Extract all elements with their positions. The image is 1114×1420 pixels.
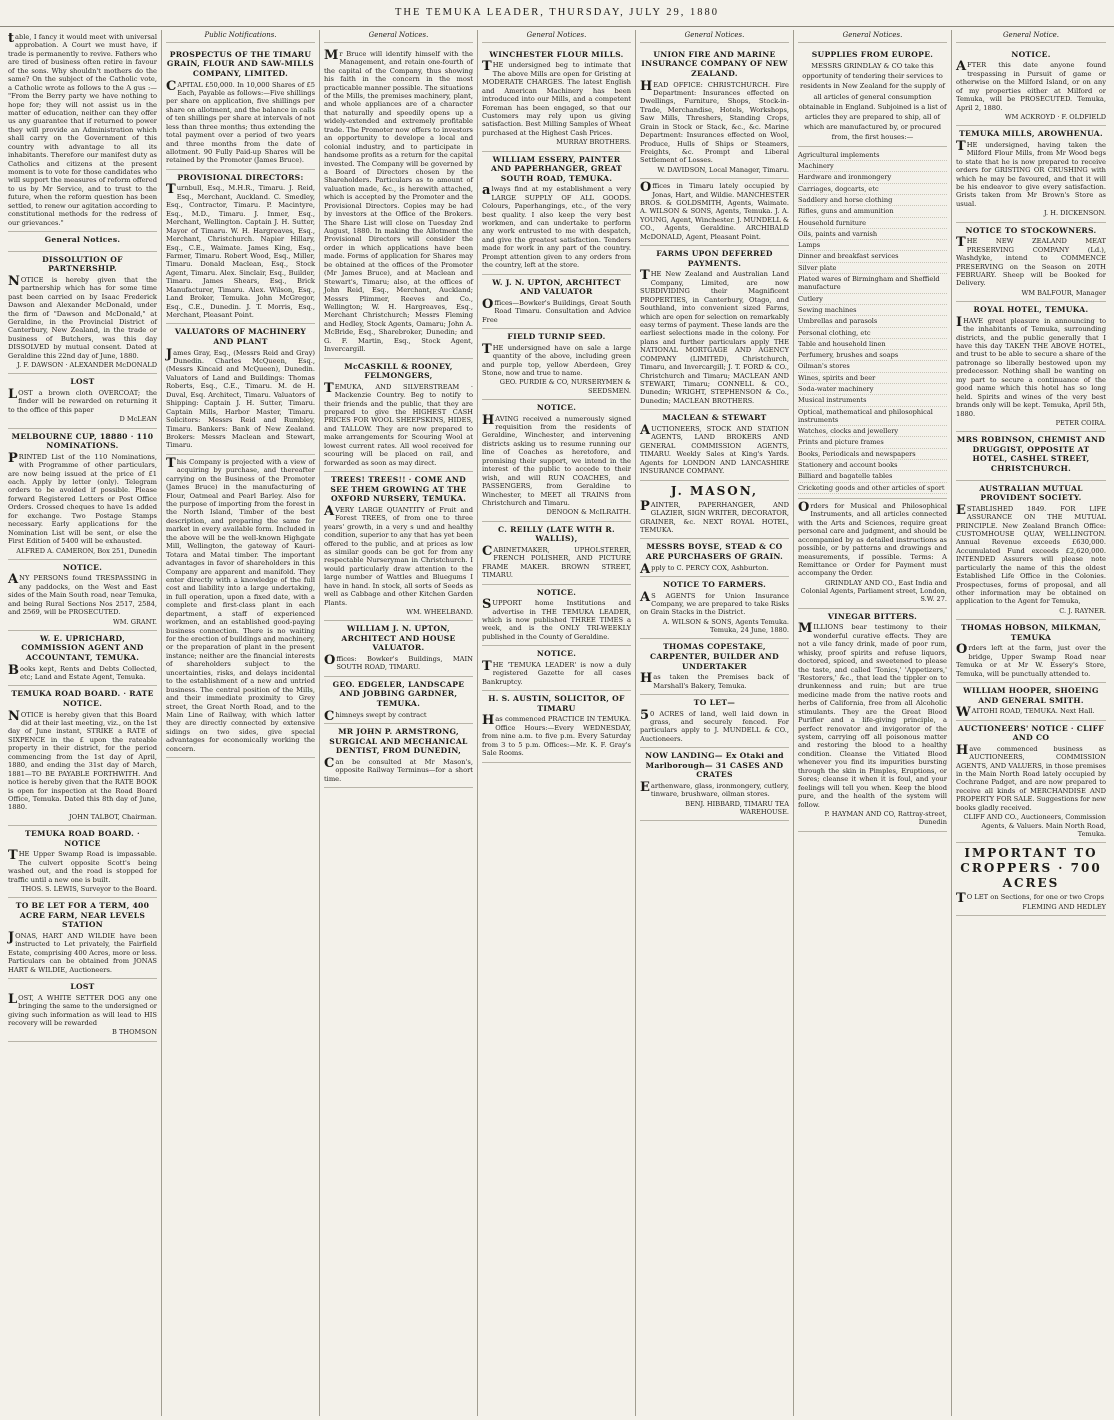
ad-signature: BENJ. HIBBARD, TIMARU TEA WAREHOUSE. (685, 799, 789, 817)
list-item: Billiard and bagatelle tables (798, 471, 947, 482)
list-item: Plated wares of Birmingham and Sheffield manufacture (798, 274, 947, 294)
advertisement (482, 691, 631, 762)
masthead: THE TEMUKA LEADER, THURSDAY, JULY 29, 1880 (0, 0, 1114, 27)
advertisement (640, 748, 789, 821)
advertisement (956, 126, 1106, 222)
list-item: Wines, spirits and beer (798, 373, 947, 384)
ad-title: J. MASON, (670, 483, 759, 498)
advertisement (956, 721, 1106, 844)
ad-title: VINEGAR BITTERS. (827, 611, 918, 621)
ad-body: PRINTED List of the 110 Nominations, with Programme of other particulars, are now being issued at the price of £1 each. Apply by letter (only). Telegram orders to be avoided if possible. Please forward Registered Letters or Post Office Orders. Crossed cheques to have 1s added for exchange. Two Postage Stamps necessary. Early applications for the Nomination List will be sent, or else the First Edition of 5400 will be exhausted. (8, 450, 157, 546)
ad-signature: ALFRED A. CAMERON, Box 251, Dunedin (16, 546, 157, 555)
ad-body: MILLIONS bear testimony to their wonderful curative effects. They are not a vile fancy drink, made of poor rum, whisky, proof spirits and refuse liquors, doctored, spiced, and sweetened to please the taste, and called 'Tonics,' 'Appetizers,' 'Restorers,' &c., that lead the tippler on to drunkenness and ruin; but are true medicine made from the native roots and herbs of California, free from all Alcoholic stimulants. They are the Great Blood Purifier and a life-giving principle, a perfect renovator and invigorator of the system, carrying off all poisonous matter and restoring the blood to a healthy condition. Cleanse the Vitiated Blood whenever you find its impurities bursting through the skin in Pimples, Eruptions, or Sores; cleanse it when it is foul, and your feelings will tell you when. Keep the blood pure, and the health of the system will follow. (798, 621, 947, 809)
advertisement (798, 499, 947, 609)
ad-signature: WM. WHEELBAND. (406, 608, 473, 616)
ad-title: PROSPECTUS OF THE TIMARU GRAIN, FLOUR AND SAW-MILLS COMPANY, LIMITED. (166, 49, 315, 78)
advertisement (324, 724, 473, 788)
ad-title: NOTICE TO STOCKOWNERS. (965, 225, 1097, 235)
ad-body: THE NEW ZEALAND MEAT PRESERVING COMPANY (Ld.), Washdyke, intend to COMMENCE PRESERVING on the Season on 20TH FEBRUARY. Sheep will be Booked for Delivery. (956, 235, 1106, 288)
ad-body: THE undersigned beg to intimate that The above Mills are open for Gristing at MODERATE CHARGES. The latest English and American Machinery has been introduced into our Mills, and a competent Foreman has been engaged, so that our Customers may rely upon us giving satisfaction. Best Milling Samples of Wheat purchased at the Highest Cash Prices. (482, 59, 631, 137)
list-item: Cutlery (798, 294, 947, 305)
column-heading: General Notices. (640, 31, 789, 43)
column-6 (794, 30, 952, 1416)
list-item: Umbrellas and parasols (798, 316, 947, 327)
advertisement (956, 302, 1106, 432)
ad-title: TO LET— (693, 698, 736, 707)
ad-title: PROVISIONAL DIRECTORS: (177, 172, 304, 182)
ad-title: W. J. N. UPTON, ARCHITECT AND VALUATOR (492, 277, 621, 297)
ad-title: VALUATORS OF MACHINERY AND PLANT (174, 327, 307, 346)
ad-title: NOTICE. (1011, 49, 1051, 59)
advertisement (8, 30, 157, 232)
ad-body: HAVING received a numerously signed requisition from the residents of Geraldine, Winchester, and intervening districts asking us to resume running our line of Coaches as heretofore, and promising their support, we intend in the interest of the public to accede to their wish, and will RUN COACHES, and PASSENGERS, from Geraldine to Winchester, to MEET all TRAINS from Christchurch and Timaru. (482, 412, 631, 507)
ad-body: WAITOHI ROAD, TEMUKA. Next Hall. (956, 705, 1095, 721)
ad-title: SUPPLIES FROM EUROPE. (811, 49, 934, 59)
ad-body: MESSRS GRINDLAY & CO take this opportunity of tendering their services to residents in New Zealand for the supply of all articles of general consumption obtainable in England. Subjoined is a list of articles they are prepared to ship, all of which are manufactured by, or procured from, the first houses:— (798, 62, 947, 141)
advertisement (482, 152, 631, 275)
ad-title: DISSOLUTION OF PARTNERSHIP. (42, 254, 123, 274)
advertisement (8, 826, 157, 898)
ad-title: FIELD TURNIP SEED. (507, 332, 606, 342)
ad-title: IMPORTANT TO CROPPERS · 700 ACRES (960, 846, 1102, 891)
ad-body: Can be consulted at Mr Mason's, opposite Railway Terminus—for a short time. (324, 755, 473, 783)
article-list (798, 150, 947, 494)
ad-body: THE Upper Swamp Road is impassable. The culvert opposite Scott's being washed out, and the road is stopped for traffic until a new one is built. (8, 848, 157, 884)
ad-signature: J. H. DICKENSON. (1043, 209, 1106, 218)
advertisement (482, 646, 631, 691)
advertisement (8, 686, 157, 826)
advertisement (798, 47, 947, 147)
ad-signature: JOHN TALBOT, Chairman. (69, 812, 157, 821)
ad-body: Mr Bruce will identify himself with the Management, and retain one-fourth of the capital of the Company, thus showing his faith in the concern in the most practicable manner possible. The situations of the Mills, the premises machinery, plant, and whole appliances are of a character that naturally and speedily opens up a widely-extended and extremely profitable trade. The Promoter now offers to investors an opportunity to develope a local and colonial industry, and to participate in handsome profits as a return for the capital invested. The Company will be governed by a Board of Directors chosen by the Shareholders. Particulars as to amount of valuation made, &c., is herewith attached, which is accepted by the Promoter and the Provisional Directors. Copies may be had by investors at the Office of the Brokers. The Share List will close on Tuesday 2nd August, 1880. In making the Allotment the Provisional Directors will consider the order in which applications have been made. Forms of application for Shares may be obtained at the offices of the Promoter (Mr James Bruce), and at Maclean and Stewart's, Timaru; also, at the offices of John Reid, Esq., Merchant, Auckland; Messrs Plimmer, Reeves and Co., Wellington; W. H. Hargreaves, Esq., Merchant Christchurch; Messrs Fleming and Hedley, Stock Agents, Oamaru; John A. McBride, Esq., Sharebroker, Dunedin; and G. F. Martin, Esq., Stock Agent, Invercargill. (324, 47, 473, 354)
advertisement (166, 47, 315, 170)
ad-title: ROYAL HOTEL, TEMUKA. (973, 305, 1089, 315)
ad-signature: MURRAY BROTHERS. (556, 138, 631, 147)
ad-title: WINCHESTER FLOUR MILLS. (489, 49, 624, 59)
ad-title: MELBOURNE CUP, 18880 · 110 NOMINATIONS. (11, 431, 154, 451)
ad-signature: J. F. DAWSON · ALEXANDER McDONALD (16, 361, 157, 370)
list-item: Sewing machines (798, 305, 947, 316)
advertisement (956, 47, 1106, 126)
ad-title: GEO. EDGELER, LANDSCAPE AND JOBBING GARDNER, TEMUKA. (332, 679, 465, 708)
ad-body: Books kept, Rents and Debts Collected, etc; Land and Estate Agent, Temuka. (8, 662, 157, 681)
advertisement (482, 522, 631, 585)
ad-title: MR JOHN P. ARMSTRONG, SURGICAL AND MECHANICAL DENTIST, FROM DUNEDIN, (329, 726, 468, 756)
ad-body: SUPPORT home Institutions and advertise in THE TEMUKA LEADER, which is now published THREE TIMES a week, and is the ONLY TRI-WEEKLY published in the County of Geraldine. (482, 597, 631, 641)
advertisement (8, 429, 157, 560)
ad-signature: PETER COIRA. (1055, 418, 1106, 427)
ad-signature: WM BALFOUR, Manager (1021, 288, 1106, 297)
ad-title: WILLIAM J. N. UPTON, ARCHITECT AND HOUSE VALUATOR. (341, 624, 456, 653)
column-1 (4, 30, 162, 1416)
ad-body: This Company is projected with a view of acquiring by purchase, and thereafter carrying on the Business of the Promoter (James Bruce) in the manufacturing of Flour, Oatmeal and Pearl Barley. Also for the purpose of importing from the forest in the North Island, Timber of the best description, and preparing the same for market in every available form. Included in the above will be the well-known Highgate Mill, Wellington, the gateway of Kauri-Totara and Matai timber. The important advantages in favor of shareholders in this Company are apparent and manifold. They enter directly with a knowledge of the full cost and liability into a large undertaking, in full operation, upon a fixed date, with a complete and first-class plant in each department, a staff of experienced workmen, and an established good-paying business connection. There is no waiting for the erection of buildings and machinery, or the preparation of plant in the present instance; neither are the financial interests of shareholders subject to the uncertainties, risks, and delays incidental to the establishment of a new and untried business. The central position of the Mills, and their immediate proximity to Grey street, the Great North Road, and to the Main Line of Railway, with which latter they are directly connected by extensive sidings on two sides, give special advantages for economically working the concern. (166, 455, 315, 753)
advertisement (640, 246, 789, 410)
advertisement (956, 620, 1106, 683)
ad-signature: DENOON & McILRAITH. (546, 508, 631, 517)
ad-title: WILLIAM ESSERY, PAINTER AND PAPERHANGER, GREAT SOUTH ROAD, TEMUKA. (490, 154, 623, 183)
list-item: Prints and picture frames (798, 437, 947, 448)
advertisement (8, 979, 157, 1042)
ad-signature: W. DAVIDSON, Local Manager, Timaru. (657, 165, 789, 174)
advertisement (166, 324, 315, 454)
advertisement (640, 639, 789, 695)
ad-body: NOTICE is hereby given that the partnership which has for some time past been carried on by Isaac Frederick Dawson and Alexander McDonald, under the firm of "Dawson and McDonald," at Geraldine, in the Provincial District of Canterbury, New Zealand, in the trade or business of Butchers, was this day DISSOLVED by mutual consent. Dated at Geraldine this 22nd day of June, 1880. (8, 273, 157, 360)
advertisement (324, 677, 473, 724)
ad-body: Have commenced business as AUCTIONEERS, COMMISSION AGENTS, AND VALUERS, in those premises in the Main North Road lately occupied by Cochrane Padget, and are now prepared to receive all kinds of MERCHANDISE AND PROPERTY FOR SALE. Suggestions for new books gladly received. (956, 742, 1106, 812)
ad-title: MESSRS BOYSE, STEAD & CO ARE PURCHASERS OF GRAIN. (645, 542, 784, 561)
list-item: Personal clothing, etc (798, 328, 947, 339)
advertisement (324, 621, 473, 677)
ad-body: Chimneys swept by contract (324, 708, 427, 724)
advertisement (324, 472, 473, 621)
ad-body: James Gray, Esq., (Messrs Reid and Gray) Dunedin. Charles McQueen, Esq., (Messrs Kincaid and McQueen), Dunedin. Valuators of Land and Buildings: Thomas Roberts, Esq., C.E., Timaru. M. de H. Duval, Esq. Architect, Timaru. Valuators of Shipping: Captain J. H. Sutter, Timaru. Captain Mills, Harbor Master, Timaru. Solicitors: Messrs Reid and Rumbley, Timaru. Bankers: Bank of New Zealand. Brokers: Messrs Maclean and Stewart, Timaru. (166, 346, 315, 450)
list-item: Soda-water machinery (798, 384, 947, 395)
advertisement (956, 843, 1106, 916)
ad-body: Orders for Musical and Philosophical Instruments, and all articles connected with the Arts and Sciences, require great personal care and judgment, and should be accompanied by as detailed instructions as possible, or by patterns and drawings and measurements, if possible. Terms: A Remittance or Order for Payment must accompany the Order. (798, 499, 947, 578)
ad-body: table, I fancy it would meet with universal approbation. A Court we must have, if trade is permanently to revive. Fathers who are tired of business often retire in favour of the sons. Why shouldn't mothers do the same? On the subject of the Catholic vote, a Catholic wrote as follows to the A gus :— "From the Berry party we have nothing to hope for; they will not assist us in the matter of education, neither can they offer us any guarantee that if returned to power they will provide an Administration which shall carry on the Government of this country with advantage to all its inhabitants. Therefore our manifest duty as Catholics and citizens at the present moment is to vote for those candidates who will support the measures of reform offered to us by Mr Service, and to trust to the future, when the reform question has been settled, to renew our agitation according to constitutional methods for the redress of our grievances." (8, 31, 157, 227)
ad-signature: THOS. S. LEWIS, Surveyor to the Board. (21, 884, 157, 893)
advertisement (956, 683, 1106, 721)
ad-body: LOST, A WHITE SETTER DOG any one bringing the same to the undersigned or giving such information as will lead to HIS recovery will be rewarded (8, 991, 157, 1028)
ad-body: Has commenced PRACTICE IN TEMUKA. Office Hours:—Every WEDNESDAY, from nine a.m. to five p.m. Every Saturday from 3 to 5 p.m. Offices:—Mr. K. F. Gray's Sale Rooms. (482, 713, 631, 758)
ad-signature: WM. GRANT. (112, 617, 157, 626)
advertisement (482, 47, 631, 152)
ad-signature: B THOMSON (112, 1028, 157, 1037)
ad-body: AUCTIONEERS, STOCK AND STATION AGENTS, LAND BROKERS AND GENERAL COMMISSION AGENTS, TIMARU. Weekly Sales at King's Yards. Agents for LONDON AND LANCASHIRE INSURANCE COMPANY. (640, 422, 789, 476)
ad-title: WILLIAM HOOPER, SHOEING AND GENERAL SMITH. (963, 686, 1099, 705)
advertisement (8, 898, 157, 979)
ad-body: Offices in Timaru lately occupied by Jonas, Hart, and Wildie. MANCHESTER BROS. & GOLDSMITH, Agents, Waimate. A. WILSON & SONS, Agents, Temuka. J. A. YOUNG, Agent, Winchester. J. MUNDELL & CO., Agents, Geraldine. ARCHIBALD McDONALD, Agent, Pleasant Point. (640, 180, 790, 241)
ad-title: NOTICE TO FARMERS. (662, 579, 767, 589)
list-item: Cricketing goods and other articles of sport (798, 483, 947, 494)
column-5 (636, 30, 794, 1416)
ad-title: TO BE LET FOR A TERM, 400 ACRE FARM, NEAR LEVELS STATION (15, 901, 150, 930)
column-7 (952, 30, 1110, 1416)
ad-body: JONAS, HART AND WILDIE have been instructed to Let privately, the Fairfield Estate, comprising 400 Acres, more or less. Particulars can be obtained from JONAS HART & WILDIE, Auctioneers. (8, 929, 157, 974)
ad-title: NOTICE. (536, 403, 577, 413)
ad-title: MACLEAN & STEWART (662, 413, 767, 423)
column-2 (162, 30, 320, 1416)
list-item: Oils, paints and varnish (798, 229, 947, 240)
list-item: Stationery and account books (798, 460, 947, 471)
ad-title: THOMAS HOBSON, MILKMAN, TEMUKA (960, 623, 1102, 642)
ad-body: Has taken the Premises back of Marshall's Bakery, Temuka. (640, 671, 789, 690)
ad-body: Offices: Bowker's Buildings, MAIN SOUTH ROAD, TIMARU. (324, 652, 473, 672)
ad-title: THOMAS COPESTAKE, CARPENTER, BUILDER AND UNDERTAKER (649, 642, 779, 671)
ad-body: THE 'TEMUKA LEADER' is now a duly registered Gazette for all cases Bankruptcy. (482, 658, 631, 686)
list-item: Household furniture (798, 218, 947, 229)
list-item: Optical, mathematical and philosophical instruments (798, 407, 947, 427)
list-item: Books, Periodicals and newspapers (798, 449, 947, 460)
advertisement (640, 410, 789, 480)
ad-title: NOW LANDING— Ex Otaki and Marlborough— 31 CASES AND CRATES (645, 751, 784, 780)
advertisement (798, 147, 947, 499)
ad-body: CABINETMAKER, UPHOLSTERER, FRENCH POLISHER, AND PICTURE FRAME MAKER. BROWN STREET, TIMARU. (482, 543, 631, 580)
ad-signature: A. WILSON & SONS, Agents Temuka. Temuka, 24 June, 1880. (662, 617, 789, 635)
column-4 (478, 30, 636, 1416)
ad-body: AVERY LARGE QUANTITY of Fruit and Forest TREES, of from one to three years' growth, in a very s und and healthy condition, superior to any that has yet been offered to the public, and at prices as low as similar goods can be got for from any respectable Nurseryman in Christchurch. I would particularly draw attention to the large number of Wattles and Bluegums I have in hand. In stock, all sorts of Seeds as well as Cabbage and other Kitchen Garden Plants. (324, 503, 473, 607)
ad-signature: GRINDLAY AND CO., East India and Colonial Agents, Parliament street, London, S.W. 27. (800, 578, 947, 604)
list-item: Musical instruments (798, 395, 947, 406)
list-item: Silver plate (798, 263, 947, 274)
ad-title: MRS ROBINSON, CHEMIST AND DRUGGIST, OPPOSITE AT HOTEL, CASHEL STREET, CHRISTCHURCH. (956, 435, 1106, 473)
column-heading: General Notices. (324, 31, 473, 43)
ad-title: TEMUKA ROAD BOARD. · NOTICE (25, 829, 140, 848)
ad-title: C. REILLY (LATE WITH R. WALLIS), (497, 524, 615, 544)
ad-body: Offices—Bowker's Buildings, Great South Road Timaru. Consultation and Advice Free (482, 296, 631, 324)
ad-body: ESTABLISHED 1849. FOR LIFE ASSURANCE ON THE MUTUAL PRINCIPLE. New Zealand Branch Office: CUSTOMHOUSE QUAY, WELLINGTON. Annual Revenue exceeds £630,000. Accumulated Fund exceeds £2,620,000. INTENDED Assurers will please note particularly the name of this the oldest Established Life Office in the Colonies. Prospectuses, forms of proposal, and all other information may be obtained on application to the Agent for Temuka, (956, 502, 1106, 606)
advertisement (166, 455, 315, 758)
advertisement (640, 539, 789, 577)
ad-title: NOTICE. (536, 587, 577, 597)
ad-body: LOST a brown cloth OVERCOAT; the finder will be rewarded on returning it to the office of this paper (8, 386, 157, 414)
ad-title: TEMUKA MILLS, AROWHENUA. (959, 129, 1103, 139)
advertisement (640, 47, 789, 179)
ad-body: TO LET on Sections, for one or two Crops (956, 891, 1104, 907)
list-item: Hardware and ironmongery (798, 172, 947, 183)
column-3 (320, 30, 478, 1416)
ad-body: Earthenware, glass, ironmongery, cutlery, tinware, brushware, oilman stores. (640, 780, 789, 799)
column-heading: Public Notifications. (166, 31, 315, 43)
ad-title: NOTICE. (536, 649, 577, 659)
ad-signature: WM ACKROYD · F. OLDFIELD (1004, 113, 1106, 121)
ad-body: always find at my establishment a very LARGE SUPPLY OF ALL GOODS. Colours, Paperhangings, etc., of the very best quality. I also keep the very best workmen, and can undertake to perform any work entrusted to me with despatch, and give the greatest satisfaction. Tenders made for work in any part of the country. Prompt attention given to any orders from the country, left at the store. (482, 183, 631, 270)
advertisement (956, 223, 1106, 302)
ad-signature: C. J. RAYNER. (1059, 606, 1106, 615)
list-item: Lamps (798, 240, 947, 251)
list-item: Carriages, dogcarts, etc (798, 184, 947, 195)
ad-title: W. E. UPRICHARD, COMMISSION AGENT AND ACCOUNTANT, TEMUKA. (21, 633, 144, 662)
advertisement (798, 609, 947, 832)
ad-title: AUSTRALIAN MUTUAL PROVIDENT SOCIETY. (979, 483, 1083, 503)
columns-container (4, 30, 1110, 1416)
advertisement (640, 481, 789, 540)
list-item: Dinner and breakfast services (798, 251, 947, 262)
advertisement (640, 179, 789, 246)
ad-title: UNION FIRE AND MARINE INSURANCE COMPANY OF NEW ZEALAND. (641, 49, 788, 78)
column-heading: General Notices. (798, 31, 947, 43)
ad-body: Turnbull, Esq., M.H.R., Timaru. J. Reid, Esq., Merchant, Auckland. C. Smedley, Esq., Contractor, Timaru. P. Macintyre, Esq., M.D., Timaru. J. Inmer, Esq., Merchant, Wellington. Captain J. H. Sutter, Mayor of Timaru. W. H. Hargreaves, Esq., Merchant, Christchurch. Napier Hillary, Esq., C.E., Waimate. James King, Esq., Farmer, Timaru. Robert Wood, Esq., Miller, Timaru. Donald Maclean, Esq., Stock Agent, Timaru. Alex. Sinclair, Esq., Builder, Timaru. James Shears, Esq., Brick Manufacturer, Timaru. Alex. Wilson, Esq., Land Broker, Temuka. John McGregor, Esq., C.E., Dunedin. J. T. Morris, Esq., Merchant, Pleasant Point. (166, 182, 315, 319)
ad-title: FARMS UPON DEFERRED PAYMENTS. (656, 249, 773, 268)
ad-body: THE undersigned, having taken the Milford Flour Mills, from Mr Wood begs to state that he is now prepared to receive orders for GRISTING OR CRUSHING with which he may be favoured, and that it will be his endeavor to give every satisfaction. Grists taken from Mr Brown's Store as usual. (956, 138, 1106, 208)
advertisement (482, 329, 631, 400)
ad-body: Orders left at the farm, just over the bridge, Upper Swamp Road near Temuka or at Mr W. Essery's Store, Temuka, will be punctually attended to. (956, 642, 1106, 678)
ad-body: ANY PERSONS found TRESPASSING in any paddocks, on the West and East sides of the Main South road, near Temuka, and being Rural Sections Nos 2517, 2584, and 2569, will be PROSECUTED. (8, 572, 157, 617)
ad-body: THE undersigned have on sale a large quantity of the above, including green and purple top, yellow Aberdeen, Grey Stone, now and true to name. (482, 341, 631, 377)
advertisement (8, 560, 157, 631)
ad-title: General Notices. (44, 235, 121, 245)
list-item: Table and household linen (798, 339, 947, 350)
advertisement (166, 170, 315, 325)
ad-signature: FLEMING AND HEDLEY (1022, 902, 1106, 911)
column-heading: General Notice. (956, 31, 1106, 43)
advertisement (482, 585, 631, 647)
advertisement (482, 275, 631, 329)
advertisement (324, 359, 473, 473)
list-item: Machinery (798, 161, 947, 172)
ad-title: TREES! TREES!! · COME AND SEE THEM GROWING AT THE OXFORD NURSERY, TEMUKA. (330, 475, 467, 504)
ad-body: TEMUKA, AND SILVERSTREAM · Mackenzie Country. Beg to notify to their friends and the public, that they are prepared to give the HIGHEST CASH PRICES FOR WOOL SHEEPSKINS, HIDES, and TALLOW. They are now prepared to make arrangements for Scouring Wool at lowest current rates. All wool received for scouring will be placed on rail, and forwarded as soon as may direct. (324, 380, 473, 467)
ad-body: 50 ACRES of land, well laid down in grass, and securely fenced. For particulars apply to J. MUNDELL & CO., Auctioneers. (640, 707, 789, 743)
advertisement (482, 400, 631, 522)
ad-body: AS AGENTS for Union Insurance Company, we are prepared to take Risks on Grain Stacks in the District. (640, 589, 789, 617)
ad-title: TEMUKA ROAD BOARD. · RATE NOTICE. (11, 689, 154, 708)
advertisement (640, 577, 789, 639)
advertisement (956, 432, 1106, 480)
list-item: Rifles, guns and ammunition (798, 206, 947, 217)
ad-body: NOTICE is hereby given that this Board did at their last meeting, viz., on the 1st day of June instant, STRIKE a RATE of SIXPENCE in the £ upon the rateable property in their district, for the period commencing from the 1st day of April, 1880, and ending the 31st day of March, 1881—TO BE PAYABLE FORTHWITH. And notice is hereby given that the RATE BOOK is open for inspection at the Road Board Office, Temuka. Dated this 8th day of June, 1880. (8, 708, 157, 812)
ad-body: Apply to C. PERCY COX, Ashburton. (640, 561, 769, 577)
ad-body: THE New Zealand and Australian Land Company, Limited, are now SUBDIVIDING their Magnificent PROPERTIES, in Canterbury, Otago, and Southland, into convenient sized Farms, which are open for selection on remarkably easy terms of payment. These lands are the earliest selections made in the colony. For plans and further particulars apply THE NATIONAL MORTGAGE AND AGENCY COMPANY (LIMITED), Christchurch, Timaru, and Invercargill; J. T. FORD & CO., Christchurch and Timaru; MACLEAN AND STEWART, Timaru; CONNELL & CO., Dunedin; WRIGHT, STEPHENSON & Co., Dunedin; MACLEAN BROTHERS. (640, 268, 789, 405)
advertisement (8, 232, 157, 252)
advertisement (8, 374, 157, 428)
advertisement (8, 252, 157, 375)
column-heading: General Notices. (482, 31, 631, 43)
list-item: Agricultural implements (798, 150, 947, 161)
ad-title: LOST (70, 982, 95, 992)
ad-title: McCASKILL & ROONEY, FELMONGERS, (344, 361, 453, 381)
ad-signature: P. HAYMAN AND CO, Rattray-street, Dunedin (824, 809, 947, 827)
ad-signature: GEO. PURDIE & CO, NURSERYMEN & SEEDSMEN. (499, 378, 631, 395)
ad-body: HEAD OFFICE: CHRISTCHURCH. Fire Department: Insurances effected on Dwellings, Furniture, Shops, Stock-in-Trade, Merchandise, Hotels, Workshops, Saw Mills, Threshers, Standing Crops, Grain in Stock or Stack, &c., &c. Marine Department: Insurances effected on Wool, Produce, Hulls of Ships or Steamers, Freights, &c. Prompt and Liberal Settlement of Losses. (640, 78, 789, 165)
ad-title: H. S. AUSTIN, SOLICITOR, OF TIMARU (488, 694, 625, 713)
advertisement (8, 631, 157, 687)
list-item: Saddlery and horse clothing (798, 195, 947, 206)
ad-signature: D McLEAN (119, 415, 157, 424)
advertisement (324, 47, 473, 359)
advertisement (956, 481, 1106, 621)
list-item: Watches, clocks and jewellery (798, 426, 947, 437)
ad-title: AUCTIONEERS' NOTICE · CLIFF AND CO (958, 723, 1104, 743)
ad-body: CAPITAL £50,000. In 10,000 Shares of £5 Each, Payable as follows:—Five shillings per share on application, five shillings per share on allotment, and the balance in calls of ten shillings per share at intervals of not less than three months; thus extending the total payment over a period of two years and three months from the date of allotment. 90 Fully Paid-up Shares will be retained by the Promoter (James Bruce). (166, 78, 315, 165)
ad-title: LOST (70, 377, 95, 387)
ad-body: AFTER this date anyone found trespassing in Pursuit of game or otherwise on the Milford Island, or on any of my properties either at Milford or Temuka, will be PROSECUTED. Temuka, April 2, 1880. (956, 59, 1106, 112)
ad-body: PAINTER, PAPERHANGER, AND GLAZIER, SIGN WRITER, DECORATOR, GRAINER, &c. NEXT ROYAL HOTEL, TEMUKA. (640, 498, 789, 534)
list-item: Oilman's stores (798, 361, 947, 372)
ad-body: IHAVE great pleasure in announcing to the inhabitants of Temuka, surrounding districts, and the public generally that I have this day TAKEN THE ABOVE HOTEL, and trust to be able to secure a share of the patronage so liberally bestowed upon my predecessor. Nothing shall be wanting on my part to secure a continuance of the good name which this hotel has so long held. Spirits and wines of the very best brands only will be kept. Temuka, April 5th, 1880. (956, 314, 1106, 418)
ad-signature: CLIFF AND CO., Auctioneers, Commission Agents, & Valuers. Main North Road, Temuka. (963, 813, 1106, 838)
list-item: Perfumery, brushes and soaps (798, 350, 947, 361)
advertisement (640, 695, 789, 748)
ad-title: NOTICE. (62, 562, 103, 572)
